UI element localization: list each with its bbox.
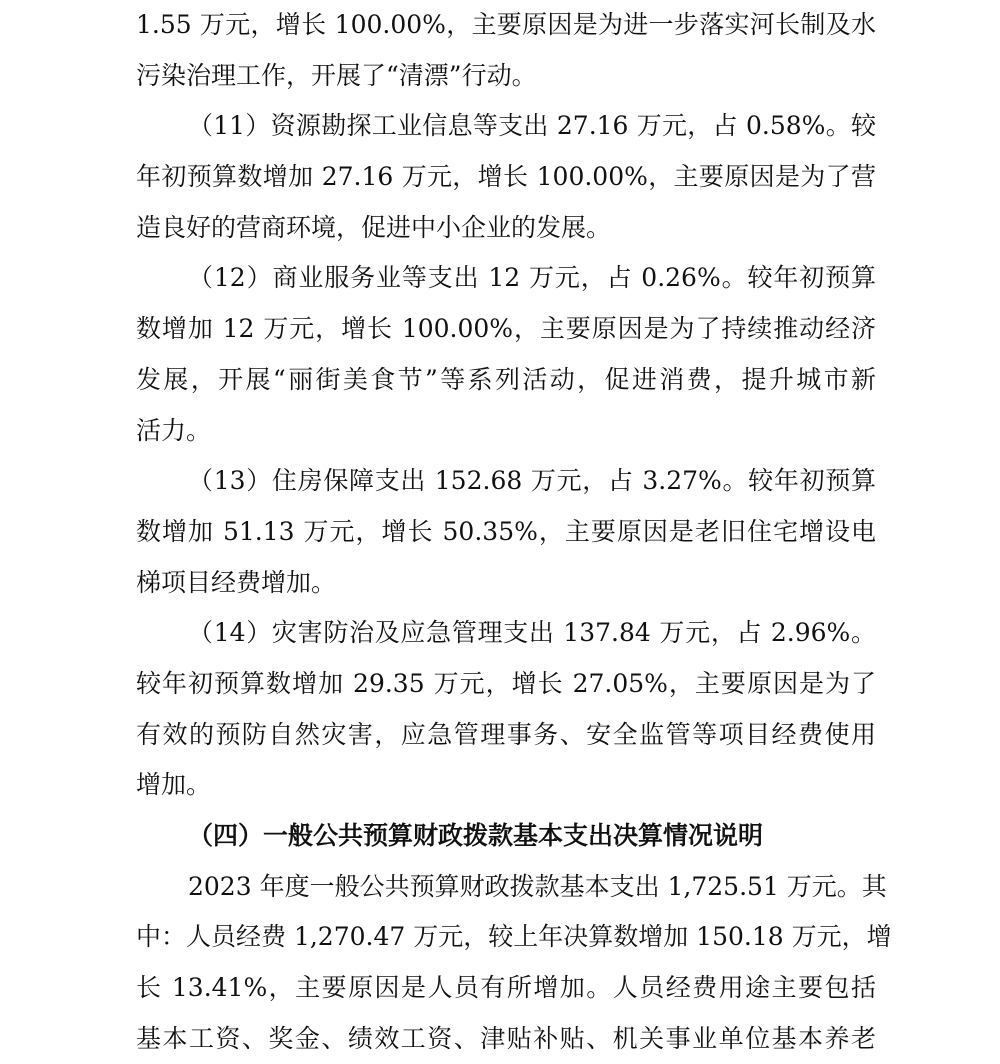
- text-line: 梯项目经费增加。: [136, 567, 337, 597]
- text-line: 增加。: [136, 770, 212, 800]
- text-line: 活力。: [136, 415, 212, 445]
- text-line: 污染治理工作，开展了“清漂”行动。: [136, 60, 537, 90]
- text-line: 长 13.41%，主要原因是人员有所增加。人员经费用途主要包括: [136, 973, 876, 1003]
- text-line: 造良好的营商环境，促进中小企业的发展。: [136, 212, 612, 242]
- text-line: 较年初预算数增加 29.35 万元，增长 27.05%，主要原因是为了: [136, 668, 876, 698]
- text-line: 数增加 51.13 万元，增长 50.35%，主要原因是老旧住宅增设电: [136, 516, 876, 546]
- text-line: （11）资源勘探工业信息等支出 27.16 万元，占 0.58%。较: [188, 111, 876, 141]
- text-line: 有效的预防自然灾害，应急管理事务、安全监管等项目经费使用: [136, 719, 876, 749]
- text-line: 1.55 万元，增长 100.00%，主要原因是为进一步落实河长制及水: [136, 10, 876, 39]
- section-heading: （四）一般公共预算财政拨款基本支出决算情况说明: [188, 821, 764, 850]
- text-line: 中：人员经费 1,270.47 万元，较上年决算数增加 150.18 万元，增: [136, 922, 892, 952]
- document-page: [136, 0, 892, 1064]
- text-line: （13）住房保障支出 152.68 万元，占 3.27%。较年初预算: [188, 466, 876, 496]
- text-line: 发展，开展“丽街美食节”等系列活动，促进消费，提升城市新: [136, 364, 876, 394]
- text-line: 数增加 12 万元，增长 100.00%，主要原因是为了持续推动经济: [136, 314, 876, 344]
- text-line: 2023 年度一般公共预算财政拨款基本支出 1,725.51 万元。其: [188, 871, 887, 901]
- text-line: （12）商业服务业等支出 12 万元，占 0.26%。较年初预算: [188, 263, 876, 293]
- text-line: （14）灾害防治及应急管理支出 137.84 万元，占 2.96%。: [188, 618, 876, 648]
- text-line: 基本工资、奖金、绩效工资、津贴补贴、机关事业单位基本养老: [136, 1023, 876, 1053]
- text-line: 年初预算数增加 27.16 万元，增长 100.00%，主要原因是为了营: [136, 162, 876, 192]
